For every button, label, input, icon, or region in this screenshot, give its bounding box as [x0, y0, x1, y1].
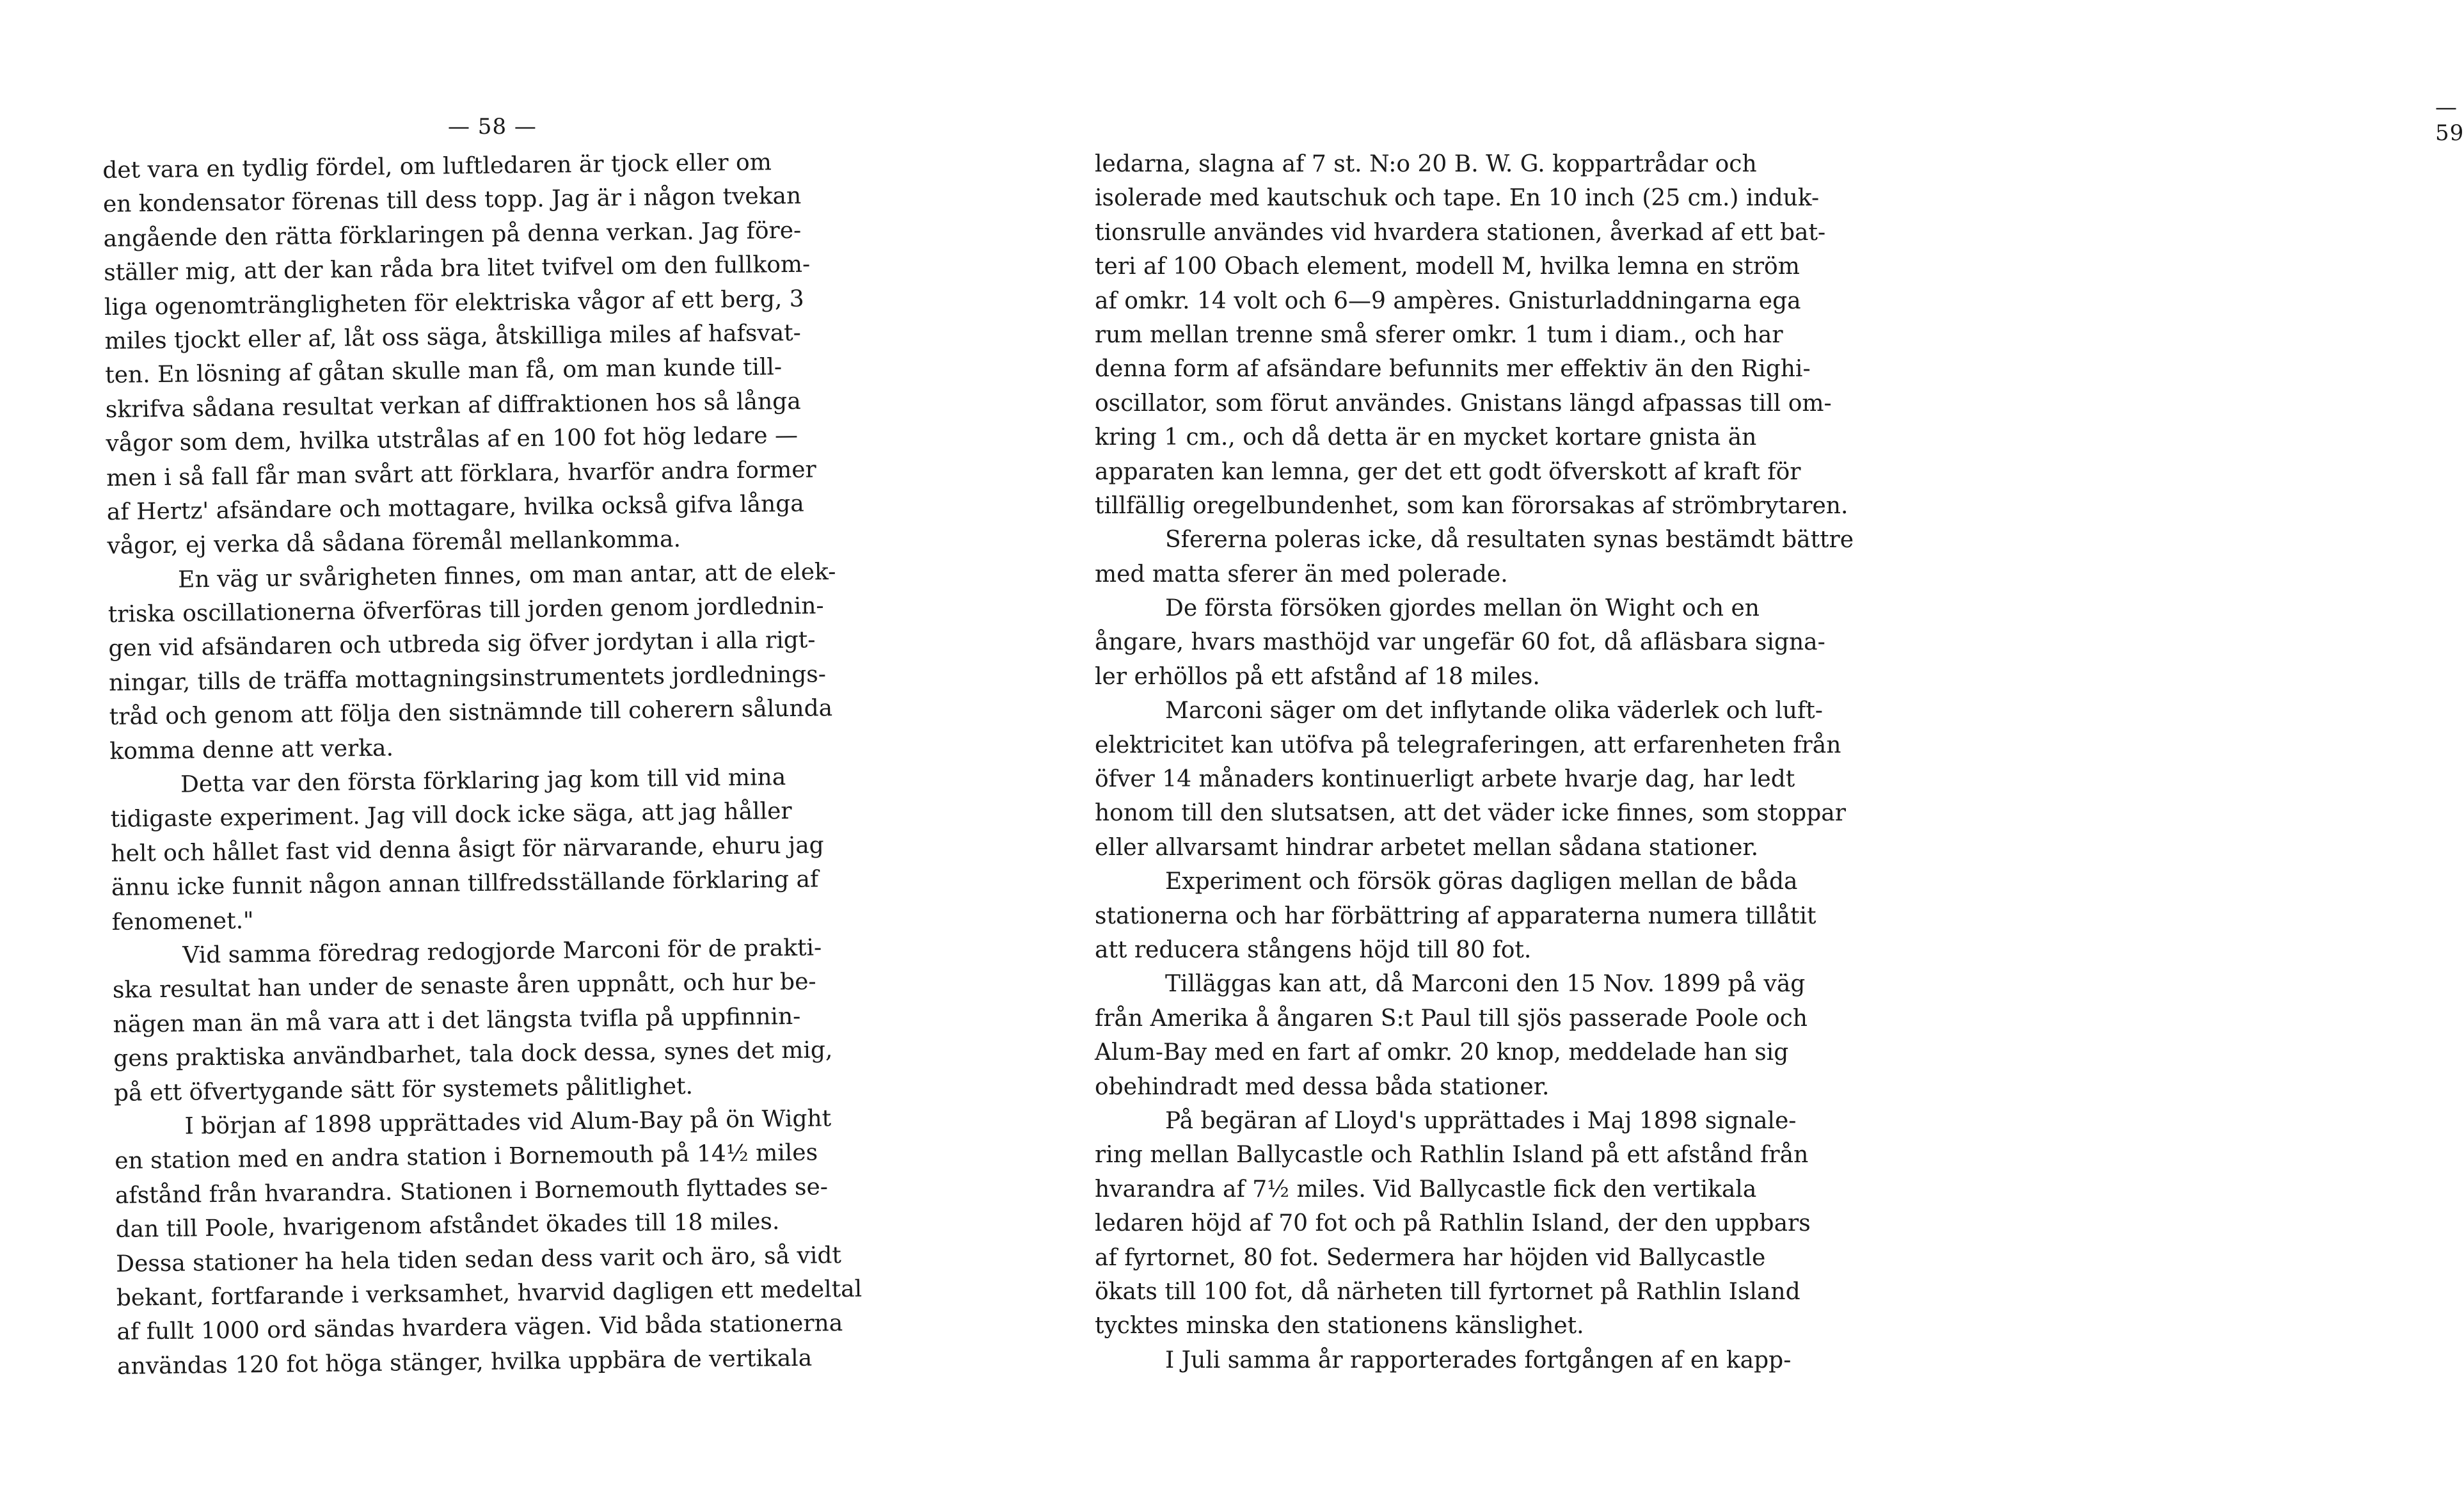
text-line: tycktes minska den stationens känslighet. — [1095, 1313, 1584, 1340]
text-line: oscillator, som förut användes. Gnistans längd afpassas till om- — [1095, 390, 1832, 417]
text-line: angående den rätta förklaringen på denna verkan. Jag före- — [103, 217, 802, 252]
text-line: från Amerika å ångaren S:t Paul till sjös passerade Poole och — [1095, 1005, 1808, 1032]
text-line: ningar, tills de träffa mottagningsinstrumentets jordlednings- — [108, 661, 827, 696]
text-line: Experiment och försök göras dagligen mellan de båda — [1165, 868, 1798, 895]
text-line: men i så fall får man svårt att förklara, hvarför andra former — [106, 456, 817, 492]
text-line: gen vid afsändaren och utbreda sig öfver jordytan i alla rigt- — [108, 627, 816, 662]
text-line: kring 1 cm., och då detta är en mycket kortare gnista än — [1095, 424, 1757, 451]
text-line: nägen man än må vara att i det längsta tvifla på uppfinnin- — [113, 1003, 801, 1038]
text-line: dan till Poole, hvarigenom afståndet ökades till 18 miles. — [115, 1208, 780, 1243]
text-line: hvarandra af 7½ miles. Vid Ballycastle fick den vertikala — [1095, 1176, 1757, 1203]
page-number-right: — 59 — [2435, 95, 2464, 146]
text-line: af fullt 1000 ord sändas hvardera vägen. Vid båda stationerna — [116, 1310, 843, 1346]
left-page — [0, 0, 992, 1488]
text-line: På begäran af Lloyd's upprättades i Maj 1898 signale- — [1165, 1107, 1797, 1134]
text-line: ännu icke funnit någon annan tillfredsställande förklaring af — [111, 866, 819, 902]
text-line: ten. En lösning af gåtan skulle man få, om man kunde till- — [104, 354, 783, 389]
text-line: elektricitet kan utöfva på telegraferingen, att erfarenheten från — [1095, 732, 1841, 758]
text-line: I Juli samma år rapporterades fortgången af en kapp- — [1165, 1347, 1792, 1373]
text-line: komma denne att verka. — [109, 735, 394, 765]
text-line: ler erhöllos på ett afstånd af 18 miles. — [1095, 663, 1540, 690]
text-line: ställer mig, att der kan råda bra litet tvifvel om den fullkom- — [104, 251, 811, 287]
text-line: Alum-Bay med en fart af omkr. 20 knop, meddelade han sig — [1095, 1039, 1789, 1066]
text-line: ledarna, slagna af 7 st. N:o 20 B. W. G. koppartrådar och — [1095, 151, 1757, 177]
text-line: användas 120 fot höga stänger, hvilka uppbära de vertikala — [116, 1345, 813, 1380]
text-line: Sfererna poleras icke, då resultaten synas bestämdt bättre — [1165, 527, 1854, 554]
text-line: af Hertz' afsändare och mottagare, hvilka också gifva långa — [106, 490, 804, 525]
text-line: Dessa stationer ha hela tiden sedan dess varit och äro, så vidt — [115, 1242, 842, 1277]
text-line: en kondensator förenas till dess topp. Jag är i någon tvekan — [102, 183, 802, 218]
text-line: gens praktiska användbarhet, tala dock dessa, synes det mig, — [113, 1037, 833, 1073]
text-line: att reducera stångens höjd till 80 fot. — [1095, 936, 1532, 963]
text-line: ångare, hvars masthöjd var ungefär 60 fot, då afläsbara signa- — [1095, 629, 1825, 656]
text-line: ska resultat han under de senaste åren uppnått, och hur be- — [112, 968, 816, 1004]
text-line: rum mellan trenne små sferer omkr. 1 tum i diam., och har — [1095, 321, 1783, 348]
text-line: honom till den slutsatsen, att det väder icke finnes, som stoppar — [1095, 800, 1846, 827]
text-line: obehindradt med dessa båda stationer. — [1095, 1073, 1550, 1100]
right-page — [992, 0, 2464, 1488]
left-page-text — [102, 143, 949, 1384]
text-line: liga ogenomträngligheten för elektriska vågor af ett berg, 3 — [104, 285, 804, 321]
text-line: apparaten kan lemna, ger det ett godt öfverskott af kraft för — [1095, 458, 1801, 485]
text-line: miles tjockt eller af, låt oss säga, åtskilliga miles af hafsvat- — [104, 319, 802, 355]
text-line: helt och hållet fast vid denna åsigt för närvarande, ehuru jag — [111, 832, 824, 867]
text-line: tillfällig oregelbundenhet, som kan förorsakas af strömbrytaren. — [1095, 492, 1848, 519]
right-page-text — [1095, 147, 1927, 1377]
text-line: Vid samma föredrag redogjorde Marconi för de prakti- — [182, 934, 822, 969]
text-line: ledaren höjd af 70 fot och på Rathlin Island, der den uppbars — [1095, 1210, 1811, 1237]
text-line: bekant, fortfarande i verksamhet, hvarvid dagligen ett medeltal — [116, 1276, 862, 1311]
text-line: af fyrtornet, 80 fot. Sedermera har höjden vid Ballycastle — [1095, 1244, 1766, 1271]
text-line: Tilläggas kan att, då Marconi den 15 Nov. 1899 på väg — [1165, 971, 1806, 998]
text-line: fenomenet." — [111, 907, 254, 936]
text-line: Detta var den första förklaring jag kom till vid mina — [180, 764, 786, 798]
text-line: ökats till 100 fot, då närheten till fyrtornet på Rathlin Island — [1095, 1278, 1800, 1305]
text-line: vågor, ej verka då sådana föremål mellankomma. — [107, 526, 681, 560]
text-line: De första försöken gjordes mellan ön Wight och en — [1165, 595, 1760, 622]
text-line: tråd och genom att följa den sistnämnde till coherern sålunda — [109, 695, 833, 731]
text-line: öfver 14 månaders kontinuerligt arbete hvarje dag, har ledt — [1095, 766, 1795, 793]
text-line: vågor som dem, hvilka utstrålas af en 100 fot hög ledare — — [106, 422, 799, 458]
text-line: En väg ur svårigheten finnes, om man antar, att de elek- — [177, 558, 836, 593]
text-line: skrifva sådana resultat verkan af diffraktionen hos så långa — [105, 388, 801, 423]
text-line: denna form af afsändare befunnits mer effektiv än den Righi- — [1095, 356, 1811, 383]
text-line: ring mellan Ballycastle och Rathlin Island på ett afstånd från — [1095, 1142, 1809, 1169]
text-line: det vara en tydlig fördel, om luftledaren är tjock eller om — [102, 149, 772, 184]
text-line: med matta sferer än med polerade. — [1095, 561, 1508, 588]
text-line: I början af 1898 upprättades vid Alum-Bay på ön Wight — [184, 1105, 832, 1140]
text-line: eller allvarsamt hindrar arbetet mellan sådana stationer. — [1095, 834, 1759, 861]
text-line: tidigaste experiment. Jag vill dock icke säga, att jag håller — [110, 798, 792, 833]
text-line: isolerade med kautschuk och tape. En 10 inch (25 cm.) induk- — [1095, 185, 1820, 212]
text-line: af omkr. 14 volt och 6—9 ampères. Gnisturladdningarna ega — [1095, 287, 1801, 314]
text-line: en station med en andra station i Bornemouth på 14½ miles — [114, 1139, 818, 1175]
text-line: Marconi säger om det inflytande olika väderlek och luft- — [1165, 698, 1823, 724]
text-line: afstånd från hvarandra. Stationen i Bornemouth flyttades se- — [115, 1173, 829, 1209]
page-number-left: — 58 — — [448, 114, 537, 140]
text-line: på ett öfvertygande sätt för systemets pålitlighet. — [113, 1073, 694, 1107]
text-line: tionsrulle användes vid hvardera stationen, åverkad af ett bat- — [1095, 219, 1826, 246]
text-line: teri af 100 Obach element, modell M, hvilka lemna en ström — [1095, 253, 1800, 280]
text-line: triska oscillationerna öfverföras till jorden genom jordlednin- — [107, 593, 824, 628]
text-line: stationerna och har förbättring af apparaterna numera tillåtit — [1095, 902, 1816, 929]
